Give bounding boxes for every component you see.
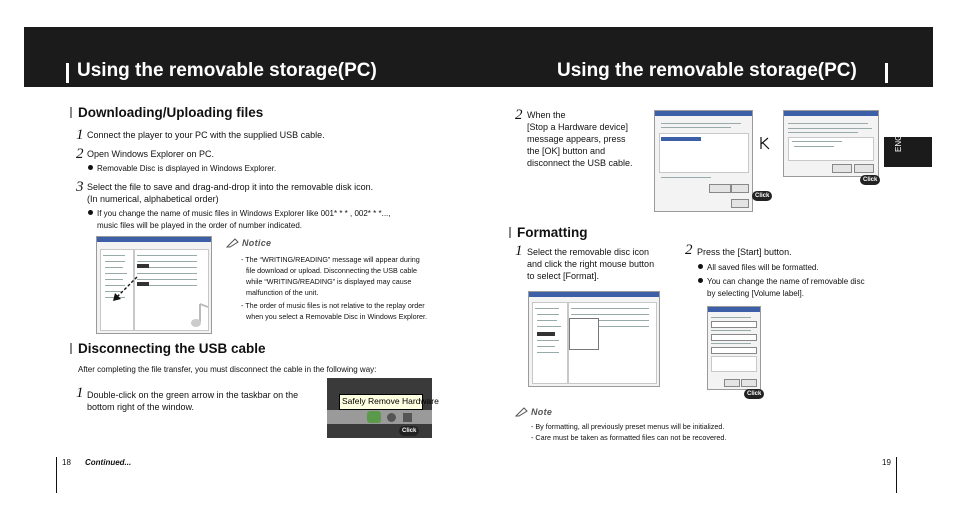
note-label: Note [531, 407, 553, 417]
bullet-item: Removable Disc is displayed in Windows Explorer. [88, 163, 276, 174]
ok-button[interactable] [832, 164, 852, 173]
step-number: 3 [76, 179, 84, 195]
continued-label: Continued... [85, 458, 132, 467]
volume-label-field[interactable] [711, 347, 757, 354]
notice-text: - The “WRITING/READING” message will appear during [241, 255, 420, 264]
tray-icon [387, 413, 396, 422]
section-heading-disconnect: Disconnecting the USB cable [70, 341, 266, 357]
stop-button[interactable] [731, 184, 749, 193]
section-heading-download: Downloading/Uploading files [70, 105, 263, 121]
bullet-item: You can change the name of removable disc [698, 276, 865, 287]
step-text: disconnect the USB cable. [527, 158, 633, 168]
notice-pencil-icon [226, 238, 240, 248]
step-text: to select [Format]. [527, 271, 600, 281]
context-menu [569, 318, 599, 350]
start-button[interactable] [724, 379, 740, 387]
bullet-icon [698, 264, 703, 269]
step-text: Select the removable disc icon [527, 247, 650, 257]
step-number: 1 [515, 243, 523, 259]
note-text: - By formatting, all previously preset menus will be initialized. [531, 422, 725, 431]
step-text: Open Windows Explorer on PC. [87, 149, 215, 159]
tray-icon [403, 413, 412, 422]
page-title-left: Using the removable storage(PC) [77, 60, 377, 81]
format-dialog-screenshot [707, 306, 761, 390]
step-text: and click the right mouse button [527, 259, 655, 269]
title-right-bar [885, 63, 888, 83]
title-left-bar [66, 63, 69, 83]
bullet-item: All saved files will be formatted. [698, 262, 819, 273]
stop-device-dialog-screenshot [783, 110, 879, 177]
step-text: Connect the player to your PC with the supplied USB cable. [87, 130, 325, 140]
close-button[interactable] [731, 199, 749, 208]
notice-text: - The order of music files is not relative to the replay order [241, 301, 425, 310]
notice-text: when you select a Removable Disc in Windows Explorer. [246, 312, 427, 321]
bullet-continuation: music files will be played in the order of number indicated. [97, 221, 302, 230]
click-badge: Click [752, 191, 772, 201]
bullet-icon [88, 210, 93, 215]
safely-remove-tooltip: Safely Remove Hardware [339, 394, 423, 410]
close-button[interactable] [741, 379, 757, 387]
step-number: 2 [76, 146, 84, 162]
note-pencil-icon [515, 407, 529, 417]
bullet-item: If you change the name of music files in Windows Explorer like 001* * * , 002* * *..., [88, 208, 390, 219]
notice-text: malfunction of the unit. [246, 288, 319, 297]
note-text: - Care must be taken as formatted files can not be recovered. [531, 433, 727, 442]
language-tab: ENG [884, 137, 932, 167]
notice-label: Notice [242, 238, 272, 248]
page-number: 19 [882, 458, 891, 467]
page-number: 18 [62, 458, 71, 467]
step-number: 1 [76, 127, 84, 143]
step-text: bottom right of the window. [87, 402, 195, 412]
step-text: Double-click on the green arrow in the taskbar on the [87, 390, 299, 400]
step-text: Press the [Start] button. [697, 247, 792, 257]
step-text: When the [527, 110, 566, 120]
bullet-icon [88, 165, 93, 170]
cursor-k-icon [758, 136, 772, 150]
format-explorer-screenshot [528, 291, 660, 387]
music-note-icon [186, 302, 210, 332]
notice-text: file download or upload. Disconnecting the USB cable [246, 266, 418, 275]
step-text: [Stop a Hardware device] [527, 122, 629, 132]
notice-text: while “WRITING/READING” is displayed may cause [246, 277, 412, 286]
page-title-right: Using the removable storage(PC) [557, 60, 857, 81]
drag-arrow-icon [111, 275, 139, 303]
intro-text: After completing the file transfer, you must disconnect the cable in the following way: [78, 365, 377, 374]
step-text: Select the file to save and drag-and-drop it into the removable disk icon. [87, 182, 374, 192]
click-badge: Click [860, 175, 880, 185]
footer-divider [896, 457, 897, 493]
click-badge: Click [399, 426, 419, 436]
step-number: 1 [76, 385, 84, 401]
step-number: 2 [515, 107, 523, 123]
safely-remove-hardware-icon[interactable] [367, 411, 381, 423]
bullet-continuation: by selecting [Volume label]. [707, 289, 804, 298]
footer-divider [56, 457, 57, 493]
taskbar-screenshot [327, 378, 439, 438]
properties-button[interactable] [709, 184, 731, 193]
step-number: 2 [685, 242, 693, 258]
cancel-button[interactable] [854, 164, 874, 173]
step-text: (In numerical, alphabetical order) [87, 194, 219, 204]
safely-remove-dialog-screenshot [654, 110, 753, 212]
step-text: the [OK] button and [527, 146, 606, 156]
click-badge: Click [744, 389, 764, 399]
bullet-icon [698, 278, 703, 283]
step-text: message appears, press [527, 134, 626, 144]
section-heading-formatting: Formatting [509, 225, 588, 241]
